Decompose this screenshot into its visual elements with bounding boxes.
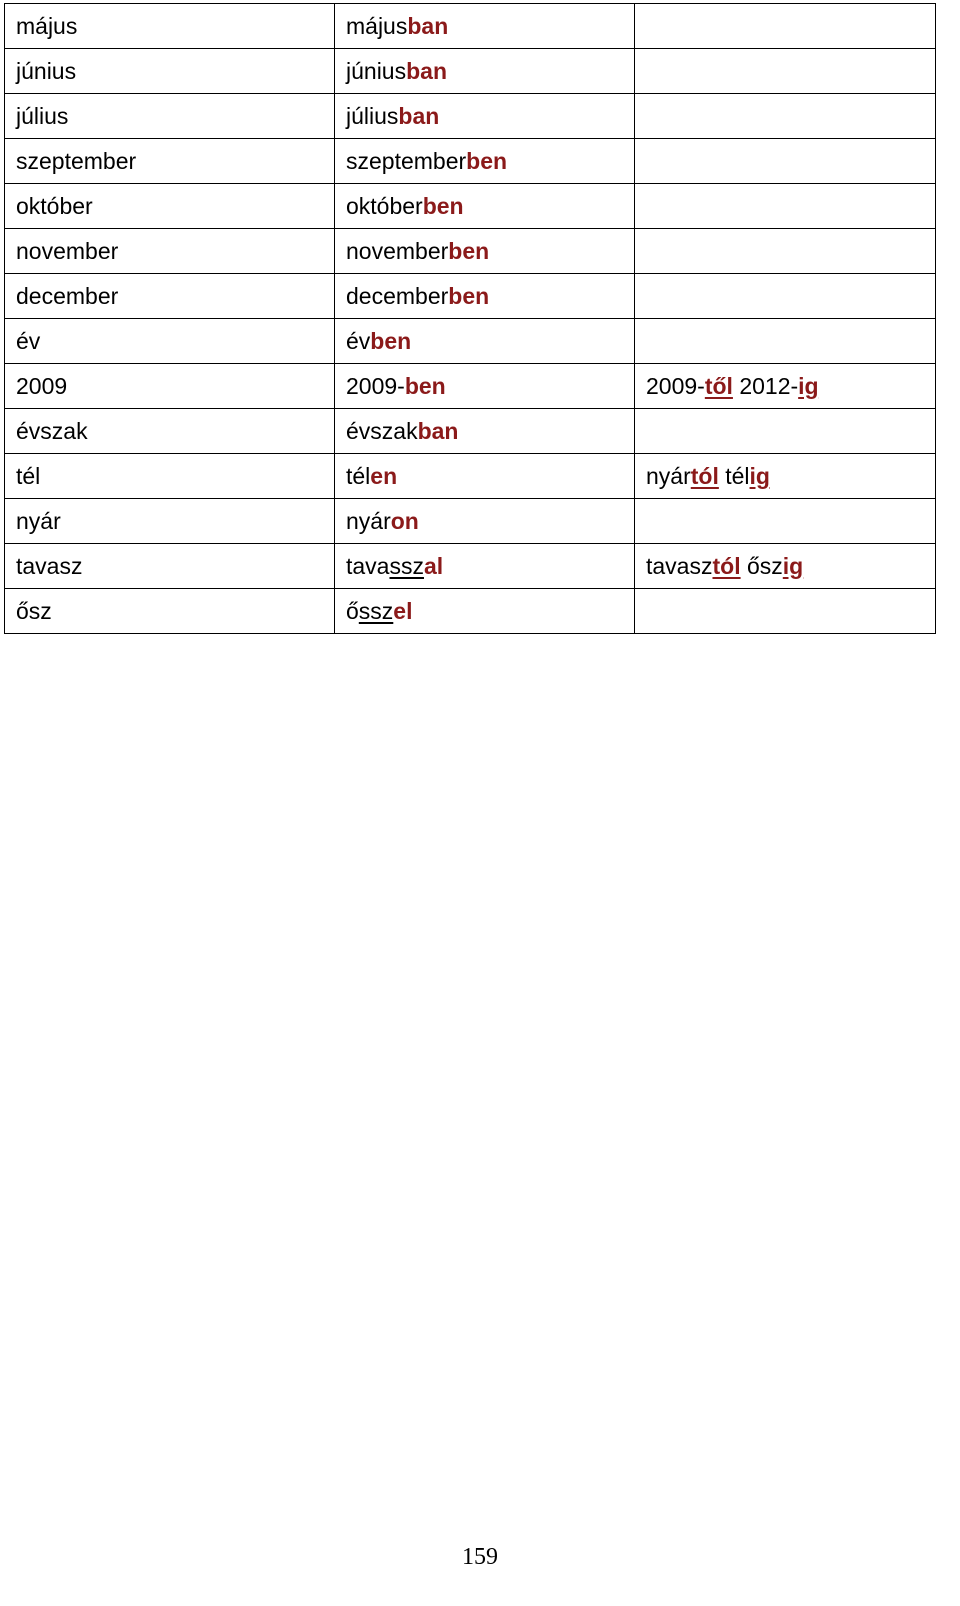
table-row [5,274,936,319]
stem-segment: évszak [346,417,418,444]
base-word-cell: szeptember [5,139,335,184]
suffix-segment: ig [798,372,819,399]
range-expression-cell [635,184,936,229]
stem-segment: 2009- [646,372,705,399]
stem-segment: június [346,57,407,84]
base-word-cell: tél [5,454,335,499]
suffix-segment: ben [370,327,412,354]
stem-segment: ssz [389,552,424,579]
stem-segment: ssz [358,597,394,624]
suffix-segment: ban [407,12,449,39]
table-row [5,409,936,454]
suffix-segment: en [370,462,398,489]
suffix-segment: tól [712,552,741,579]
stem-segment: szeptember [346,147,467,174]
suffix-segment: től [704,372,733,399]
inflected-form-cell [335,319,635,364]
range-expression-cell [635,49,936,94]
suffix-segment: ig [782,552,804,579]
suffix-segment: ben [404,372,446,399]
table-row [5,364,936,409]
table-row [5,49,936,94]
inflected-form-cell [335,274,635,319]
base-word-cell: nyár [5,499,335,544]
range-expression-cell [635,229,936,274]
table-body [5,4,936,634]
table-row [5,139,936,184]
base-word-cell: december [5,274,335,319]
suffix-segment: tól [690,462,719,489]
suffix-segment: ben [422,192,464,219]
suffix-segment: el [393,597,413,624]
suffix-segment: ben [466,147,508,174]
suffix-segment: al [423,552,444,579]
inflected-form-cell [335,409,635,454]
stem-segment: tél [346,462,371,489]
inflected-form-cell [335,94,635,139]
suffix-segment: ben [448,237,490,264]
stem-segment: ősz [740,552,783,579]
base-word-cell: június [5,49,335,94]
range-expression-cell [635,4,936,49]
base-word-cell: október [5,184,335,229]
base-word-cell: november [5,229,335,274]
inflected-form-cell [335,364,635,409]
range-expression-cell [635,94,936,139]
range-expression-cell [635,544,936,589]
inflected-form-cell [335,499,635,544]
base-word-cell: május [5,4,335,49]
suffix-segment: ban [406,57,447,84]
suffix-segment: on [390,507,419,534]
base-word-cell: július [5,94,335,139]
base-word-cell: ősz [5,589,335,634]
base-word-cell: 2009 [5,364,335,409]
range-expression-cell [635,139,936,184]
inflected-form-cell [335,229,635,274]
base-word-cell: évszak [5,409,335,454]
suffix-segment: ben [448,282,490,309]
range-expression-cell [635,454,936,499]
table-row [5,94,936,139]
inflected-form-cell [335,184,635,229]
stem-segment: év [346,327,371,354]
stem-segment: május [346,12,408,39]
stem-segment: tava [346,552,390,579]
stem-segment: 2009- [346,372,405,399]
table-row [5,229,936,274]
inflected-form-cell [335,544,635,589]
stem-segment: december [346,282,449,309]
range-expression-cell [635,409,936,454]
inflected-form-cell [335,49,635,94]
base-word-cell: tavasz [5,544,335,589]
range-expression-cell [635,589,936,634]
stem-segment: november [346,237,449,264]
suffix-segment: ban [398,102,440,129]
time-expressions-table [4,3,936,634]
range-expression-cell [635,499,936,544]
table-row [5,184,936,229]
range-expression-cell [635,319,936,364]
stem-segment: nyár [346,507,391,534]
stem-segment: július [346,102,399,129]
inflected-form-cell [335,4,635,49]
stem-segment: 2012- [732,372,799,399]
inflected-form-cell [335,139,635,184]
suffix-segment: ig [749,462,770,489]
stem-segment: nyár [646,462,691,489]
table-row [5,319,936,364]
table-row [5,544,936,589]
stem-segment: tél [718,462,750,489]
inflected-form-cell [335,589,635,634]
stem-segment: október [346,192,423,219]
suffix-segment: ban [417,417,459,444]
stem-segment: tavasz [646,552,713,579]
page-number: 159 [462,1544,498,1570]
table-row [5,454,936,499]
base-word-cell: év [5,319,335,364]
stem-segment: ő [346,597,359,624]
inflected-form-cell [335,454,635,499]
table-row [5,499,936,544]
range-expression-cell [635,364,936,409]
range-expression-cell [635,274,936,319]
table-row [5,4,936,49]
table-row [5,589,936,634]
